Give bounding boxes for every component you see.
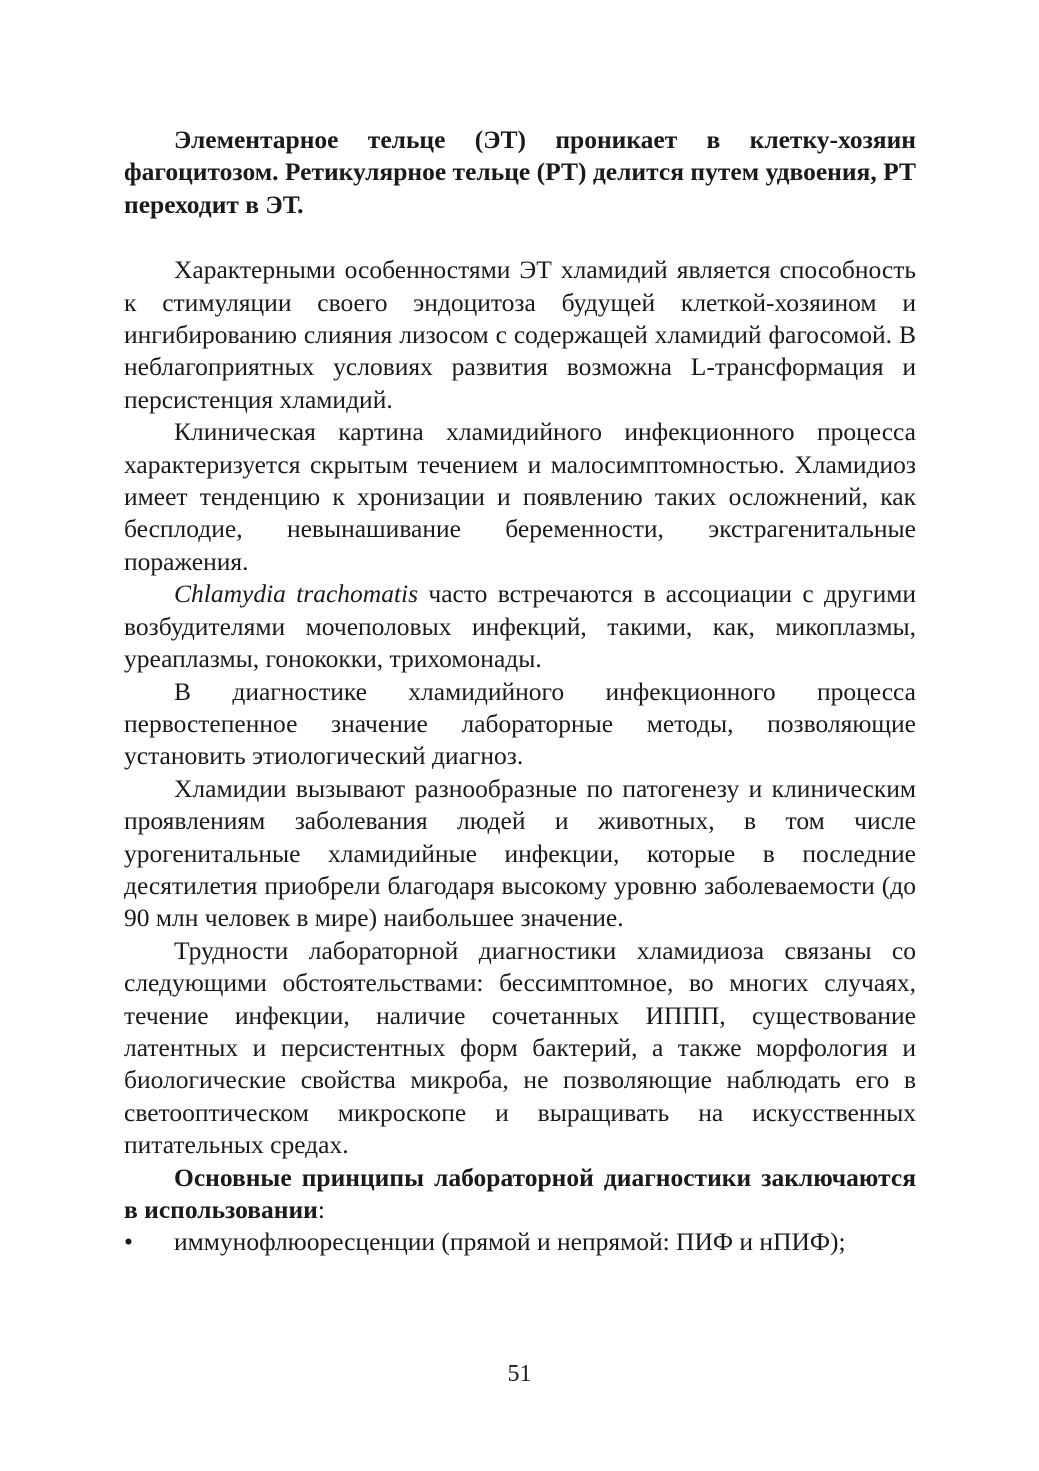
paragraph-difficulties: Трудности лабораторной диагностики хламидиоза связаны со следующими обстоятельствами: бессимптомное, во многих случаях, течение инфекции, наличие сочетанных ИППП, существование латентных и персистентных форм бактерий, а также морфология и биологические свойства микроба, не позволяющие наблюдать его в светооптическом микроскопе и выращивать на искусственных питательных средах.: [124, 935, 916, 1160]
principles-colon: :: [317, 1195, 325, 1224]
lead-paragraph: Элементарное тельце (ЭТ) проникает в клетку-хозяин фагоцитозом. Ретикулярное тельце (РТ) делится путем удвоения, РТ переходит в ЭТ.: [124, 125, 916, 219]
principles-heading: Основные принципы лабораторной диагностики заключаются в использовании: [124, 1162, 916, 1224]
list-item-text: иммунофлюоресценции (прямой и непрямой: ПИФ и нПИФ);: [174, 1227, 846, 1257]
bullet-icon: •: [124, 1227, 133, 1257]
paragraph-et-features: Характерными особенностями ЭТ хламидий является способность к стимуляции своего эндоцитоза будущей клеткой-хозяином и ингибированию слияния лизосом с содержащей хламидий фагосомой. В неблагоприятных условиях развития возможна L-трансформация и персистенция хламидий.: [124, 255, 916, 414]
paragraph-diseases: Хламидии вызывают разнообразные по патогенезу и клиническим проявлениям заболевания людей и животных, в том числе урогенитальные хламидийные инфекции, которые в последние десятилетия приобрели благодаря высокому уровню заболеваемости (до 90 млн человек в мире) наибольшее значение.: [124, 773, 916, 933]
paragraph-associations: [124, 578, 916, 675]
species-name: Chlamydia trachomatis: [174, 579, 419, 609]
principles-heading-paragraph: [124, 1162, 916, 1227]
page-content: [124, 124, 916, 1259]
associations-text: часто встречаются в ассоциации с другими возбудителями мочеполовых инфекций, такими, как, микоплазмы, уреаплазмы, гонококки, трихомонады.: [124, 579, 916, 674]
paragraph-diagnostics: В диагностике хламидийного инфекционного процесса первостепенное значение лабораторные методы, позволяющие установить этиологический диагноз.: [124, 676, 916, 771]
paragraph-clinical-picture: Клиническая картина хламидийного инфекционного процесса характеризуется скрытым течением и малосимптомностью. Хламидиоз имеет тенденцию к хронизации и появлению таких осложнений, как бесплодие, невынашивание беременности, экстрагенитальные поражения.: [124, 417, 916, 576]
list-item: [124, 1226, 916, 1258]
page-number: 51: [507, 1361, 532, 1387]
principles-list: [124, 1226, 916, 1258]
